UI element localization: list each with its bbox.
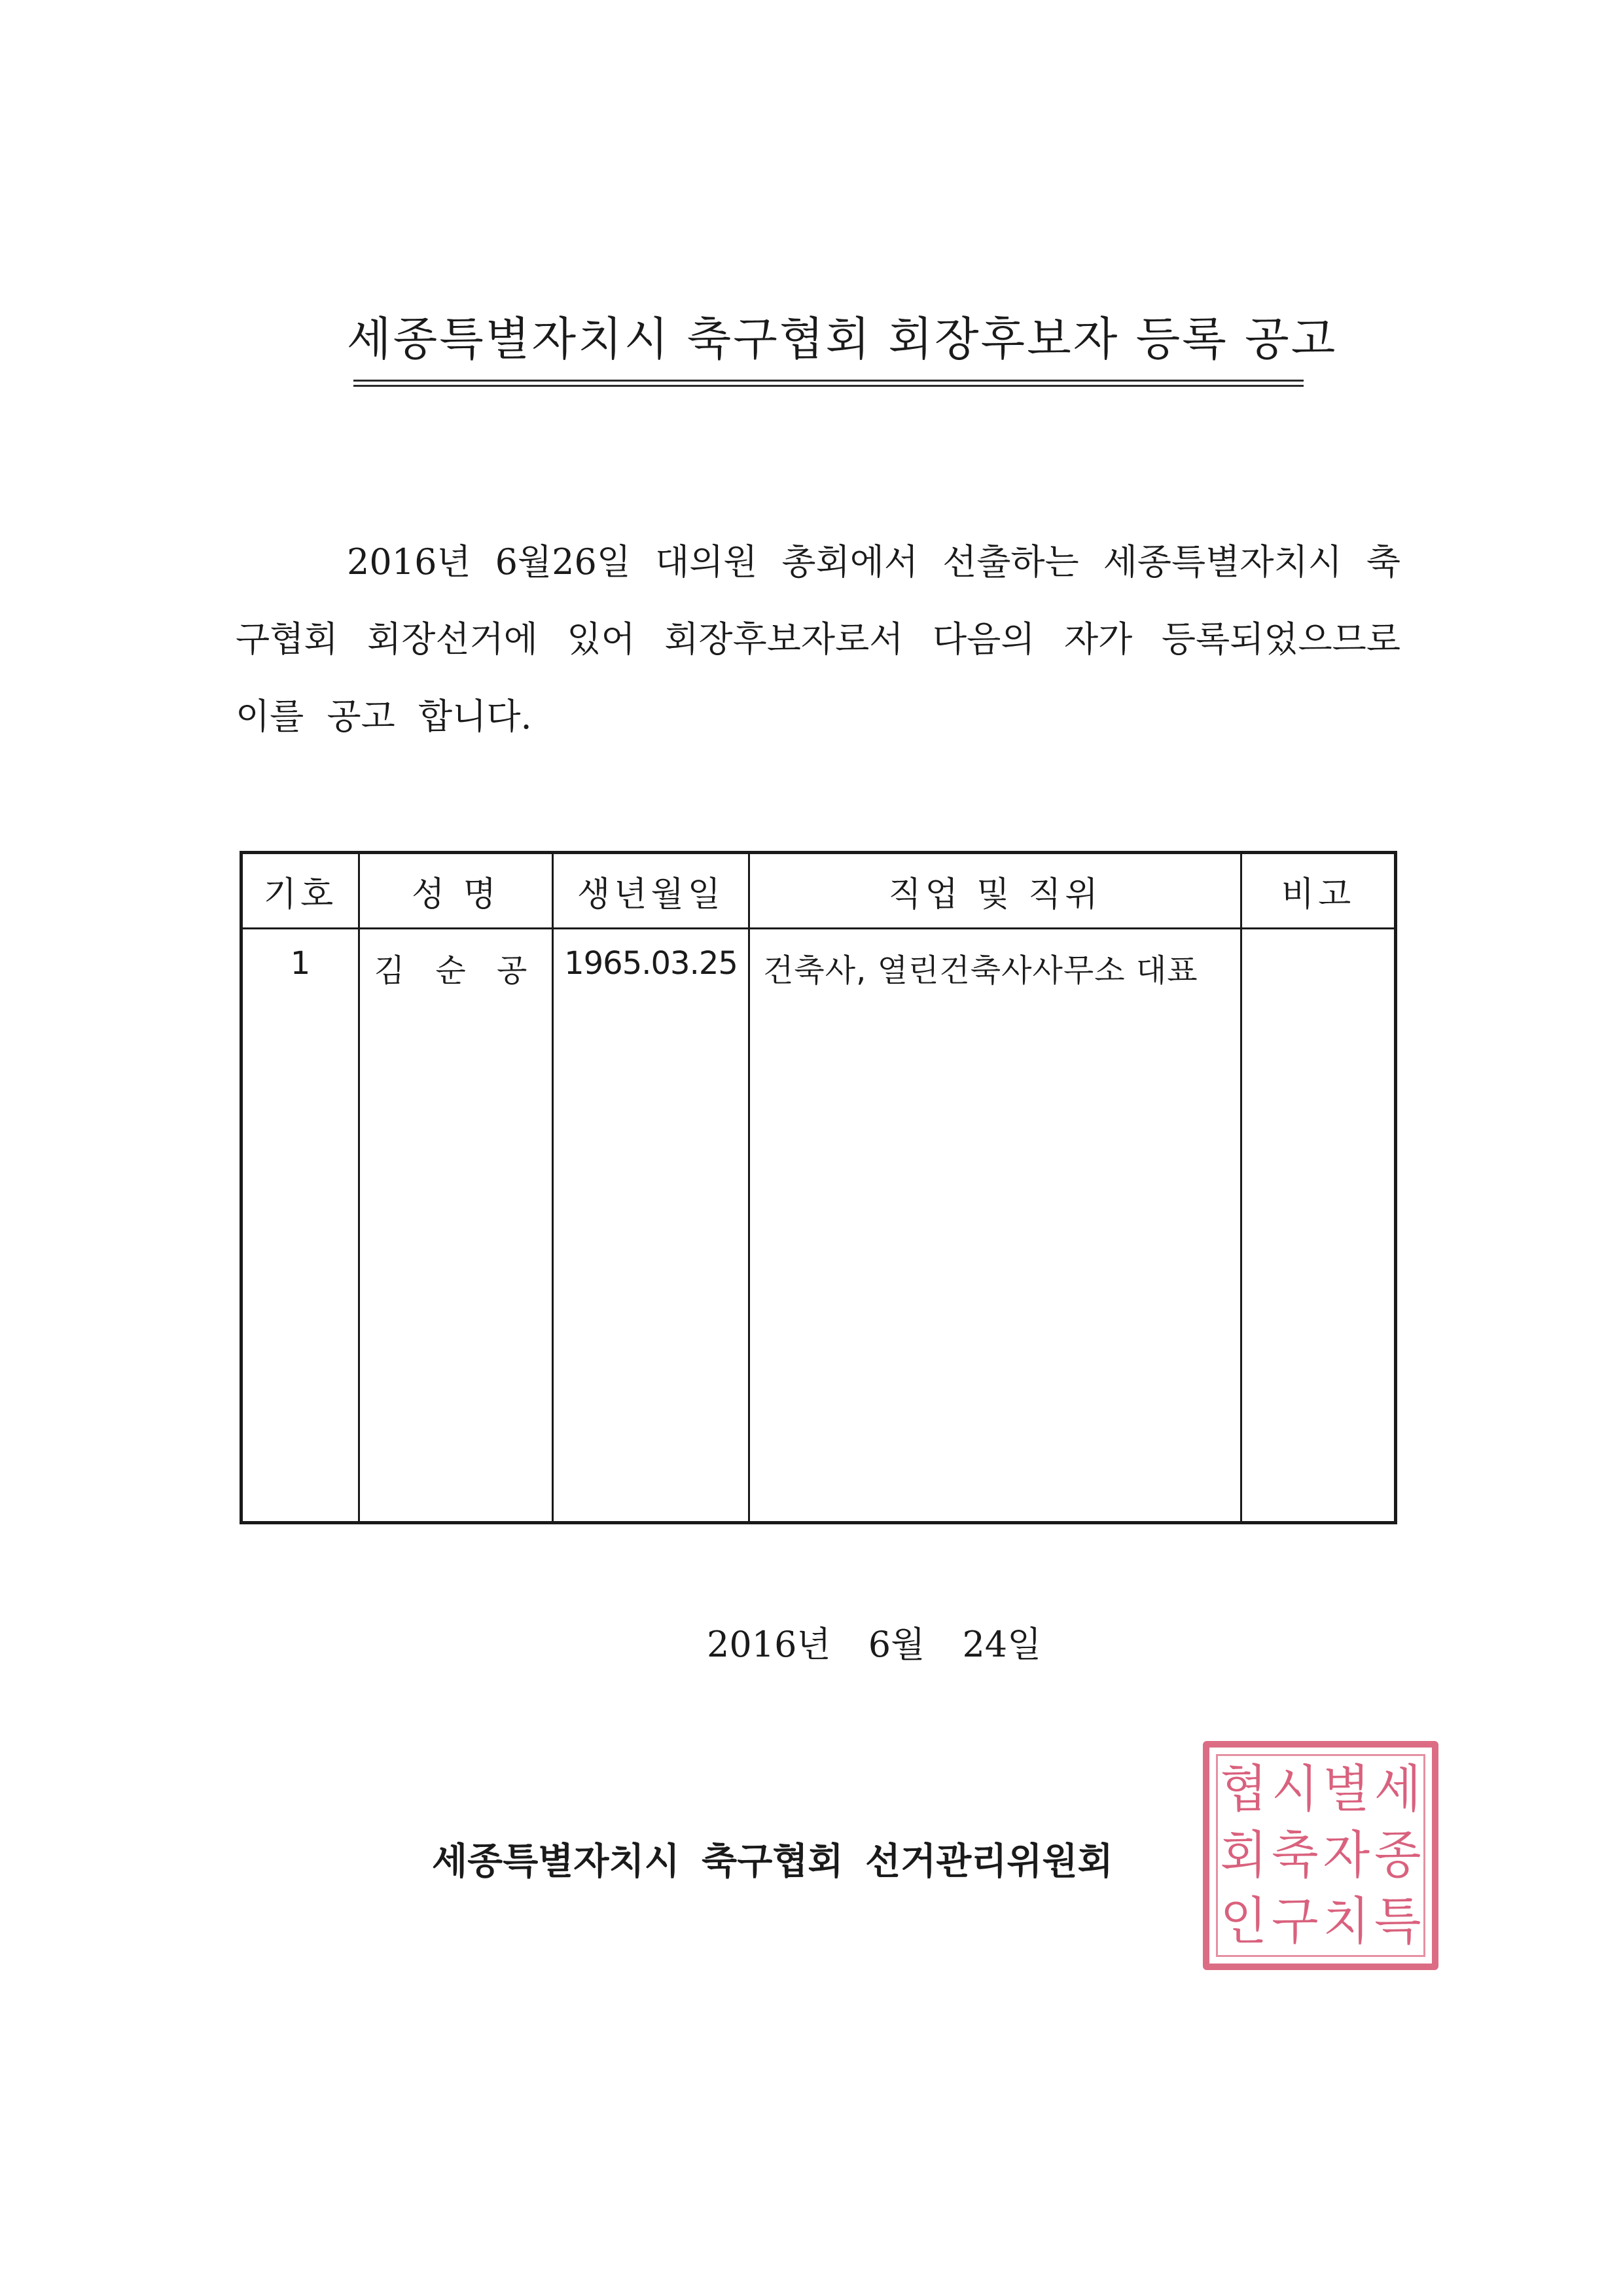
title-underline [353, 380, 1304, 382]
seal-char: 협 [1220, 1759, 1267, 1819]
header-dob: 생년월일 [553, 853, 749, 929]
seal-char: 축 [1272, 1825, 1319, 1886]
seal-char: 치 [1323, 1892, 1370, 1952]
official-seal [1203, 1741, 1438, 1970]
seal-char: 구 [1272, 1892, 1319, 1952]
candidate-table [240, 851, 1397, 1524]
header-job: 직업 및 직위 [749, 853, 1241, 929]
header-note: 비고 [1241, 853, 1396, 929]
seal-char: 특 [1374, 1892, 1421, 1952]
header-no: 기호 [241, 853, 359, 929]
cell-note [1241, 929, 1396, 1523]
seal-char: 자 [1323, 1825, 1370, 1886]
cell-name: 김 순 공 [359, 929, 553, 1523]
table-row [241, 929, 1396, 1523]
cell-dob: 1965.03.25 [553, 929, 749, 1523]
seal-char: 세 [1374, 1759, 1421, 1819]
title-underline-second [353, 385, 1304, 387]
seal-char: 회 [1220, 1825, 1267, 1886]
cell-no: 1 [290, 945, 311, 982]
issuer-name: 세종특별자치시 축구협회 선거관리위원회 [432, 1840, 1113, 1883]
seal-char: 별 [1323, 1759, 1370, 1819]
document-title: 세종특별자치시 축구협회 회장후보자 등록 공고 [347, 312, 1338, 366]
seal-char: 인 [1220, 1892, 1267, 1952]
announcement-paragraph: 2016년 6월26일 대의원 총회에서 선출하는 세종특별자치시 축구협회 회장선거에 있어 회장후보자로서 다음의 자가 등록되었으므로 이를 공고 합니다. [236, 541, 1400, 737]
seal-grid [1216, 1754, 1425, 1957]
table-header-row [241, 853, 1396, 929]
cell-job: 건축사, 열린건축사사무소 대표 [749, 929, 1241, 1523]
seal-char: 시 [1272, 1759, 1319, 1819]
seal-char: 종 [1374, 1825, 1421, 1886]
announcement-date: 2016년 6월 24일 [707, 1624, 1042, 1665]
header-name: 성 명 [359, 853, 553, 929]
